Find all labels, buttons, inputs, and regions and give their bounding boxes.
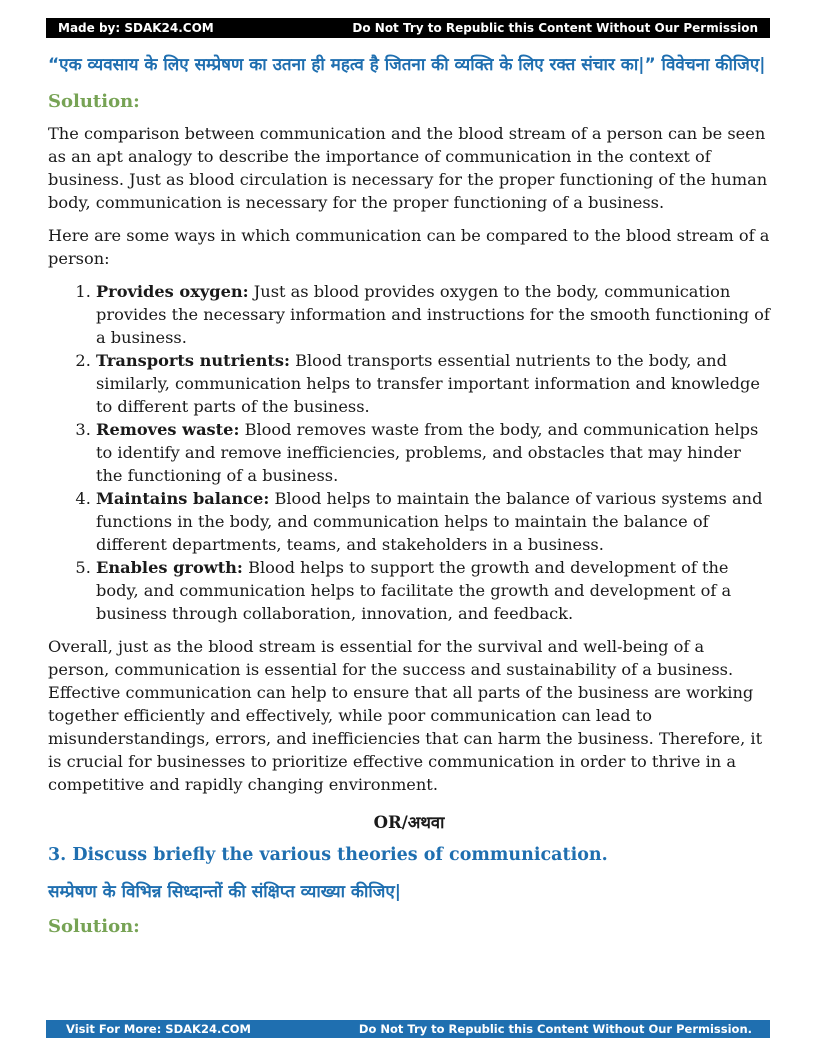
list-intro-paragraph: Here are some ways in which communication can be compared to the blood stream of a person: bbox=[48, 226, 770, 268]
list-item-title: Transports nutrients: bbox=[96, 351, 290, 370]
page-content bbox=[48, 50, 770, 937]
solution2-label: Solution: bbox=[48, 916, 140, 937]
question3-english: 3. Discuss briefly the various theories of communication. bbox=[48, 845, 608, 865]
list-item-text: Blood helps to maintain the balance of various systems and functions in the body, and communication helps to maintain the balance of different departments, teams, and stakeholders in a business. bbox=[96, 489, 763, 554]
list-item-text: Blood helps to support the growth and development of the body, and communication helps to facilitate the growth and development of a business through collaboration, innovation, and feedback. bbox=[96, 558, 732, 623]
footer-left-text: Visit For More: SDAK24.COM bbox=[66, 1022, 251, 1036]
header-right-text: Do Not Try to Republic this Content Without Our Permission bbox=[352, 21, 758, 35]
question3-hindi: सम्प्रेषण के विभिन्न सिध्दान्तों की संक्षिप्त व्याख्या कीजिए| bbox=[48, 882, 401, 902]
comparison-list bbox=[48, 280, 770, 625]
list-item-title: Maintains balance: bbox=[96, 489, 270, 508]
list-item bbox=[96, 487, 770, 556]
list-item bbox=[96, 280, 770, 349]
conclusion-paragraph: Overall, just as the blood stream is essential for the survival and well-being of a person, communication is essential for the success and sustainability of a business. Effective communication can help to ensure that all parts of the business are working together efficiently and effectively, while poor communication can lead to misunderstandings, errors, and inefficiencies that can harm the business. Therefore, it is crucial for businesses to prioritize effective communication in order to thrive in a competitive and rapidly changing environment. bbox=[48, 637, 763, 794]
header-bar bbox=[46, 18, 770, 38]
footer-right-text: Do Not Try to Republic this Content Without Our Permission. bbox=[358, 1022, 752, 1036]
footer-bar bbox=[46, 1020, 770, 1038]
list-item-text: Blood removes waste from the body, and communication helps to identify and remove inefficiencies, problems, and obstacles that may hinder the functioning of a business. bbox=[96, 420, 759, 485]
header-left-text: Made by: SDAK24.COM bbox=[58, 21, 214, 35]
intro-paragraph: The comparison between communication and the blood stream of a person can be seen as an apt analogy to describe the importance of communication in the context of business. Just as blood circulation is necessary for the proper functioning of the human body, communication is necessary for the proper functioning of a business. bbox=[48, 124, 768, 212]
list-item-text: Blood transports essential nutrients to the body, and similarly, communication helps to transfer important information and knowledge to different parts of the business. bbox=[96, 351, 760, 416]
list-item-text: Just as blood provides oxygen to the body, communication provides the necessary information and instructions for the smooth functioning of a business. bbox=[96, 282, 770, 347]
list-item-title: Provides oxygen: bbox=[96, 282, 249, 301]
list-item bbox=[96, 418, 770, 487]
question-hindi: “एक व्यवसाय के लिए सम्प्रेषण का उतना ही महत्व है जितना की व्यक्ति के लिए रक्त संचार का|” विवेचना कीजिए| bbox=[48, 55, 766, 75]
or-divider: OR/अथवा bbox=[373, 813, 445, 832]
list-item-title: Enables growth: bbox=[96, 558, 243, 577]
list-item bbox=[96, 556, 770, 625]
list-item bbox=[96, 349, 770, 418]
solution-label: Solution: bbox=[48, 91, 140, 112]
list-item-title: Removes waste: bbox=[96, 420, 240, 439]
